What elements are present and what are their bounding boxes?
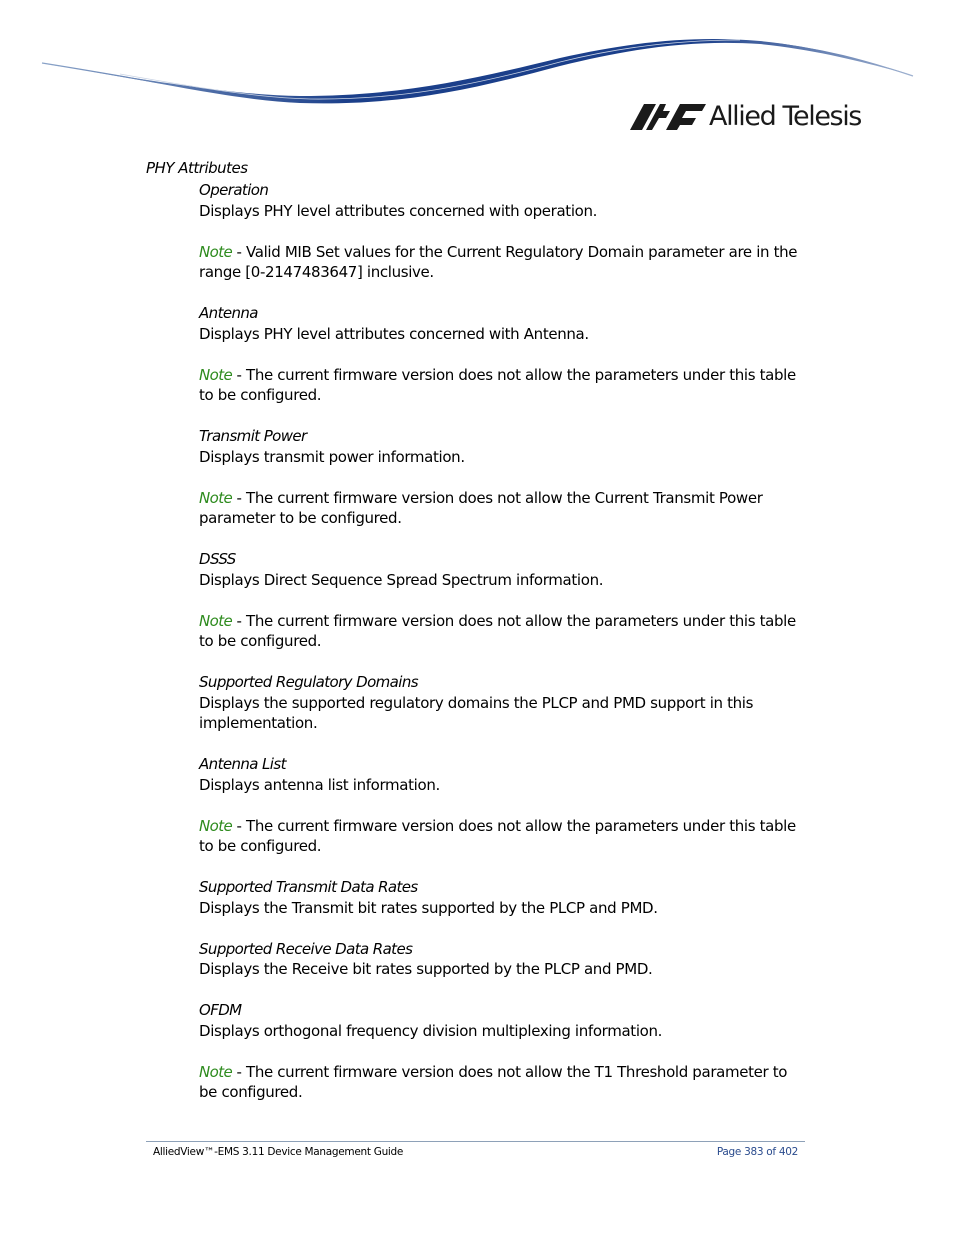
note-paragraph — [199, 365, 805, 406]
note-paragraph — [199, 816, 805, 857]
item-description: Displays antenna list information. — [199, 775, 440, 794]
item-description: Displays PHY level attributes concerned with Antenna. — [199, 324, 589, 343]
item-description: Displays PHY level attributes concerned with operation. — [199, 201, 598, 220]
item-description: Displays Direct Sequence Spread Spectrum information. — [199, 570, 604, 589]
note-text: - The current firmware version does not allow the parameters under this table to be configured. — [199, 611, 796, 650]
item-description: Displays the Receive bit rates supported by the PLCP and PMD. — [199, 960, 653, 978]
item-title-antenna-list: Antenna List — [199, 755, 286, 773]
item-title-antenna: Antenna — [199, 304, 258, 322]
item-description: Displays the supported regulatory domains the PLCP and PMD support in this implementation. — [199, 693, 754, 732]
allied-telesis-logo-icon — [630, 103, 706, 131]
item-description: Displays transmit power information. — [199, 447, 465, 466]
item-title-supported-transmit-data-rates: Supported Transmit Data Rates — [199, 878, 418, 896]
note-label: Note — [199, 611, 233, 630]
item-title-dsss: DSSS — [199, 550, 236, 568]
note-paragraph — [199, 611, 805, 652]
note-label: Note — [199, 365, 233, 384]
note-label: Note — [199, 488, 233, 507]
note-label: Note — [199, 1062, 233, 1081]
note-paragraph — [199, 488, 805, 529]
logo-wordmark: Allied Telesis — [709, 101, 861, 132]
item-title-ofdm: OFDM — [199, 1001, 242, 1019]
note-text: - The current firmware version does not allow the parameters under this table to be configured. — [199, 365, 796, 404]
item-title-supported-regulatory-domains: Supported Regulatory Domains — [199, 673, 418, 691]
note-text: - Valid MIB Set values for the Current Regulatory Domain parameter are in the range [0-2147483647] inclusive. — [199, 242, 798, 281]
footer-page-number: Page 383 of 402 — [716, 1146, 798, 1158]
note-paragraph — [199, 1062, 805, 1103]
company-logo — [630, 100, 861, 134]
note-label: Note — [199, 242, 233, 261]
footer-guide-title: AlliedView™-EMS 3.11 Device Management Guide — [153, 1146, 404, 1158]
note-text: - The current firmware version does not allow the Current Transmit Power parameter to be configured. — [199, 488, 763, 527]
note-text: - The current firmware version does not allow the parameters under this table to be configured. — [199, 816, 796, 855]
attribute-list — [199, 180, 805, 1103]
item-description: Displays orthogonal frequency division multiplexing information. — [199, 1021, 663, 1040]
item-title-transmit-power: Transmit Power — [199, 427, 307, 445]
item-title-supported-receive-data-rates: Supported Receive Data Rates — [199, 939, 413, 958]
note-text: - The current firmware version does not allow the T1 Threshold parameter to be configured. — [199, 1062, 788, 1101]
footer-divider — [146, 1141, 805, 1142]
item-title-operation: Operation — [199, 181, 269, 199]
note-label: Note — [199, 816, 233, 835]
section-title: PHY Attributes — [146, 159, 248, 177]
item-description: Displays the Transmit bit rates supported by the PLCP and PMD. — [199, 898, 658, 917]
note-paragraph — [199, 242, 805, 283]
